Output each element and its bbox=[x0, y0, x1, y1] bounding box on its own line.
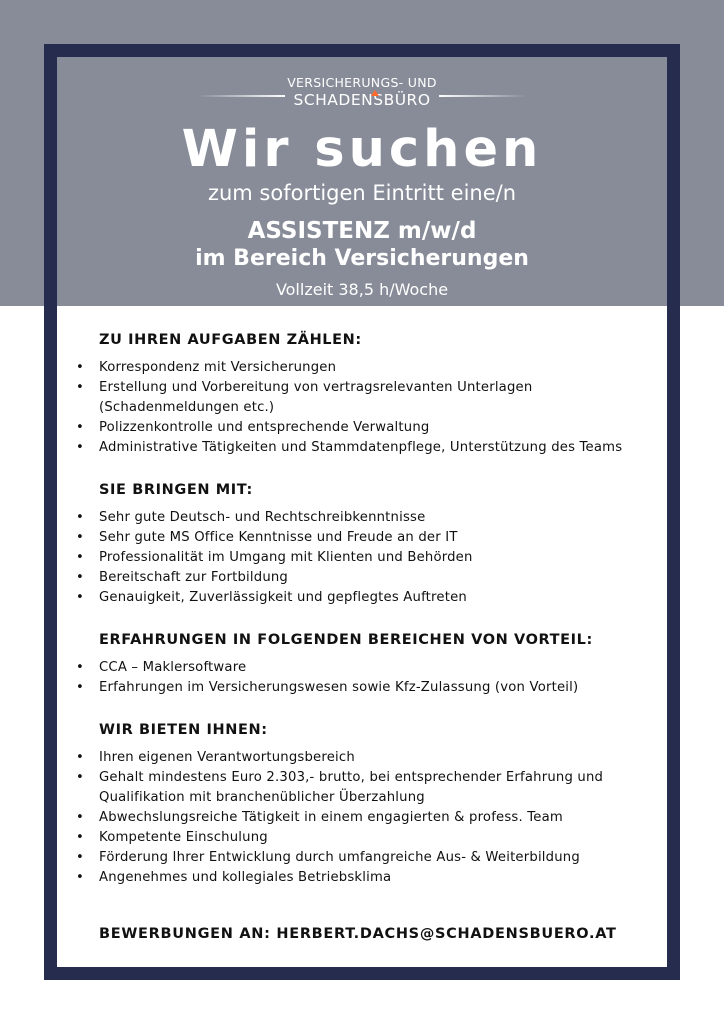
list-item: • Genauigkeit, Zuverlässigkeit und gepflegtes Auftreten bbox=[75, 588, 655, 608]
section-experience bbox=[75, 630, 655, 698]
section-title: SIE BRINGEN MIT: bbox=[99, 482, 253, 498]
list-item: • Ihren eigenen Verantwortungsbereich bbox=[75, 748, 655, 768]
bullet-list bbox=[75, 358, 655, 458]
list-item: • Korrespondenz mit Versicherungen bbox=[75, 358, 655, 378]
list-item: • Bereitschaft zur Fortbildung bbox=[75, 568, 655, 588]
section-title: WIR BIETEN IHNEN: bbox=[99, 722, 268, 738]
section-title: ZU IHREN AUFGABEN ZÄHLEN: bbox=[99, 332, 362, 348]
logo-caret-icon bbox=[371, 90, 379, 96]
job-details bbox=[75, 330, 655, 910]
list-item: • Sehr gute Deutsch- und Rechtschreibkenntnisse bbox=[75, 508, 655, 528]
company-logo bbox=[57, 75, 667, 117]
list-item: • Professionalität im Umgang mit Klienten und Behörden bbox=[75, 548, 655, 568]
section-benefits bbox=[75, 720, 655, 888]
subline: zum sofortigen Eintritt eine/n bbox=[207, 181, 517, 205]
working-hours: Vollzeit 38,5 h/Woche bbox=[275, 280, 449, 299]
list-item: • Förderung Ihrer Entwicklung durch umfangreiche Aus- & Weiterbildung bbox=[75, 848, 655, 868]
list-item: • Abwechslungsreiche Tätigkeit in einem engagierten & profess. Team bbox=[75, 808, 655, 828]
application-contact: BEWERBUNGEN AN: HERBERT.DACHS@SCHADENSBUERO.AT bbox=[99, 926, 617, 942]
section-tasks bbox=[75, 330, 655, 458]
logo-line-1: VERSICHERUNGS- UND bbox=[287, 75, 437, 90]
logo-line-2: SCHADENSBÜRO bbox=[293, 91, 431, 109]
bullet-list bbox=[75, 508, 655, 608]
job-area: im Bereich Versicherungen bbox=[195, 246, 529, 271]
header bbox=[57, 57, 667, 306]
list-item: • Polizzenkontrolle und entsprechende Verwaltung bbox=[75, 418, 655, 438]
list-item: • Sehr gute MS Office Kenntnisse und Freude an der IT bbox=[75, 528, 655, 548]
list-item: • Angenehmes und kollegiales Betriebsklima bbox=[75, 868, 655, 888]
list-item: • Erstellung und Vorbereitung von vertragsrelevanten Unterlagen (Schadenmeldungen etc.) bbox=[75, 378, 655, 418]
list-item: • Kompetente Einschulung bbox=[75, 828, 655, 848]
headline: Wir suchen bbox=[181, 120, 543, 179]
bullet-list bbox=[75, 658, 655, 698]
section-requirements bbox=[75, 480, 655, 608]
section-title: ERFAHRUNGEN IN FOLGENDEN BEREICHEN VON VORTEIL: bbox=[99, 632, 593, 648]
list-item: • Administrative Tätigkeiten und Stammdatenpflege, Unterstützung des Teams bbox=[75, 438, 655, 458]
list-item: • CCA – Maklersoftware bbox=[75, 658, 655, 678]
list-item: • Erfahrungen im Versicherungswesen sowie Kfz-Zulassung (von Vorteil) bbox=[75, 678, 655, 698]
bullet-list bbox=[75, 748, 655, 888]
list-item: • Gehalt mindestens Euro 2.303,- brutto, bei entsprechender Erfahrung und Qualifikation mit branchenüblicher Überzahlung bbox=[75, 768, 655, 808]
job-title: ASSISTENZ m/w/d bbox=[247, 218, 477, 244]
